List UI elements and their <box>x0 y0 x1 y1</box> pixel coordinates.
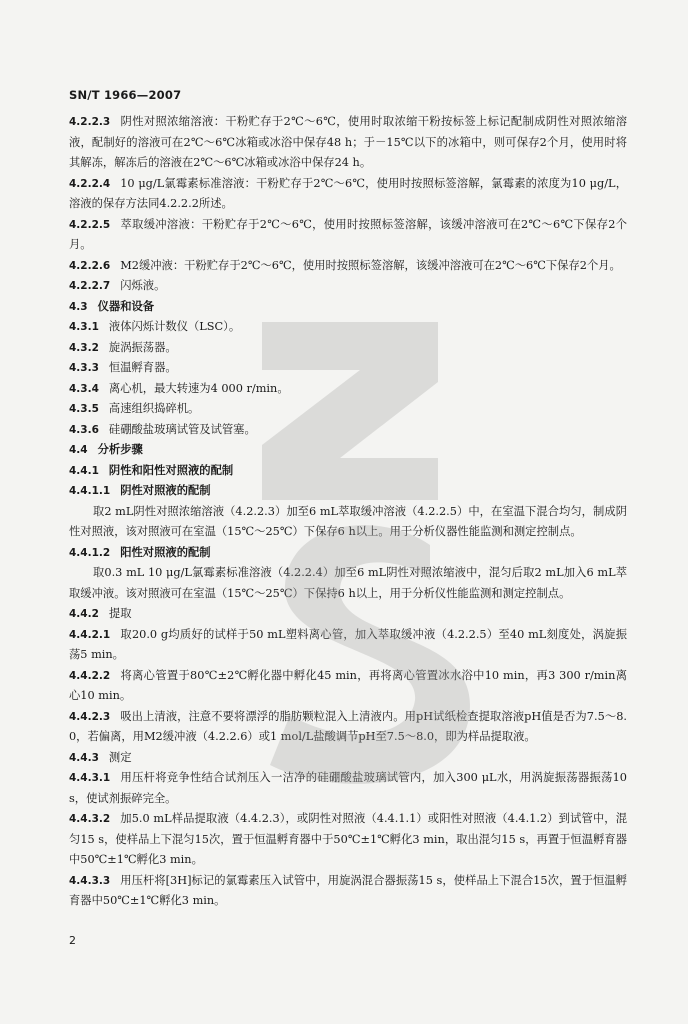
clause-text: 萃取缓冲溶液：干粉贮存于2℃～6℃，使用时按照标签溶解，该缓冲溶液可在2℃～6℃下保存2个月。 <box>69 217 627 251</box>
clause-text: 阳性对照液的配制 <box>120 545 211 559</box>
clause-4-4-3-3 <box>69 871 627 912</box>
clause-number: 4.4.2.2 <box>69 669 111 682</box>
standard-header: SN/T 1966—2007 <box>69 88 182 102</box>
clause-text: M2缓冲液：干粉贮存于2℃～6℃，使用时按照标签溶解，该缓冲溶液可在2℃～6℃下保存2个月。 <box>120 258 621 272</box>
clause-text: 取2 mL阴性对照浓缩溶液（4.2.2.3）加至6 mL萃取缓冲溶液（4.2.2.5）中，在室温下混合均匀，制成阴性对照液，该对照液可在室温（15℃～25℃）下保存6 h以上。用于分析仪器性能监测和测定控制点。 <box>69 504 627 538</box>
clause-number: 4.2.2.7 <box>69 280 111 292</box>
clause-4-4-3 <box>69 748 627 769</box>
clause-text: 10 μg/L氯霉素标准溶液：干粉贮存于2℃～6℃，使用时按照标签溶解，氯霉素的浓度为10 μg/L，溶液的保存方法同4.2.2.2所述。 <box>69 176 627 210</box>
clause-number: 4.3.4 <box>69 382 99 395</box>
clause-4-4-3-2 <box>69 809 627 871</box>
clause-text: 取0.3 mL 10 μg/L氯霉素标准溶液（4.2.2.4）加至6 mL阴性对照浓缩液中，混匀后取2 mL加入6 mL萃取缓冲液。该对照液可在室温（15℃～25℃）下保持6 h以上，用于分析仪性能监测和测定控制点。 <box>69 566 627 600</box>
clause-4-4-2-3 <box>69 707 627 748</box>
clause-text: 吸出上清液，注意不要将漂浮的脂肪颗粒混入上清液内。用pH试纸检查提取溶液pH值是否为7.5～8.0，若偏离，用M2缓冲液（4.2.2.6）或1 mol/L盐酸调节pH至7.5～8.0，即为样品提取液。 <box>69 709 627 743</box>
clause-text: 分析步骤 <box>97 443 143 456</box>
clause-4-2-2-5 <box>69 215 627 256</box>
clause-text: 硅硼酸盐玻璃试管及试管塞。 <box>108 422 256 436</box>
clause-number: 4.2.2.5 <box>69 218 111 231</box>
clause-4-4-2-1 <box>69 625 627 666</box>
clause-text: 液体闪烁计数仪（LSC）。 <box>108 320 241 333</box>
clause-text: 测定 <box>108 750 132 764</box>
clause-text: 恒温孵育器。 <box>108 361 177 374</box>
clause-4-2-2-4 <box>69 174 627 215</box>
clause-4-4-2-2 <box>69 666 627 707</box>
clause-4-2-2-7 <box>69 276 627 297</box>
clause-4-4-1-1 <box>69 481 627 502</box>
clause-text: 用压杆将[3H]标记的氯霉素压入试管中，用旋涡混合器振荡15 s，使样品上下混合15次，置于恒温孵育器中50℃±1℃孵化3 min。 <box>69 873 627 907</box>
clause-number: 4.3.3 <box>69 362 99 374</box>
clause-4-3 <box>69 297 627 318</box>
clause-text: 取20.0 g均质好的试样于50 mL塑料离心管，加入萃取缓冲液（4.2.2.5）至40 mL刻度处，涡旋振荡5 min。 <box>69 627 627 661</box>
clause-4-4-1 <box>69 461 627 482</box>
clause-4-3-2 <box>69 338 627 359</box>
clause-number: 4.4.3.2 <box>69 813 111 825</box>
clause-4-2-2-6 <box>69 256 627 277</box>
clause-text: 用压杆将竞争性结合试剂压入一洁净的硅硼酸盐玻璃试管内，加入300 μL水，用涡旋振荡器振荡10 s，使试剂振碎完全。 <box>69 771 627 805</box>
clause-4-3-3 <box>69 358 627 379</box>
clause-text: 离心机，最大转速为4 000 r/min。 <box>108 381 289 395</box>
clause-number: 4.4.3.1 <box>69 772 111 784</box>
clause-number: 4.3.6 <box>69 423 99 436</box>
clause-number: 4.3.5 <box>69 403 99 415</box>
clause-4-3-6 <box>69 420 627 441</box>
clause-text: 阴性对照浓缩溶液：干粉贮存于2℃～6℃，使用时取浓缩干粉按标签上标记配制成阴性对照浓缩溶液，配制好的溶液可在2℃～6℃冰箱或冰浴中保存48 h；于－15℃以下的冰箱中，则可保存2个月，使用时将其解冻，解冻后的溶液在2℃～6℃冰箱或冰浴中保存24 h。 <box>69 115 627 169</box>
clause-number: 4.3.1 <box>69 321 99 333</box>
clause-text: 提取 <box>108 607 132 620</box>
clause-number: 4.2.2.6 <box>69 259 111 272</box>
clause-text: 旋涡振荡器。 <box>108 340 177 354</box>
clause-4-3-1 <box>69 317 627 338</box>
clause-number: 4.4.1.2 <box>69 546 111 559</box>
clause-number: 4.2.2.3 <box>69 116 111 128</box>
clause-text: 高速组织捣碎机。 <box>108 402 200 415</box>
clause-number: 4.4.1 <box>69 464 99 477</box>
paragraph-15 <box>69 502 627 543</box>
clause-text: 阴性对照液的配制 <box>120 484 211 497</box>
clause-number: 4.4.3.3 <box>69 874 111 887</box>
paragraph-17 <box>69 563 627 604</box>
page-number: 2 <box>69 934 76 947</box>
clause-4-4 <box>69 440 627 461</box>
clause-4-4-3-1 <box>69 768 627 809</box>
clause-4-4-1-2 <box>69 543 627 564</box>
clause-text: 将离心管置于80℃±2℃孵化器中孵化45 min，再将离心管置冰水浴中10 min，再3 300 r/min离心10 min。 <box>69 668 627 702</box>
clause-4-4-2 <box>69 604 627 625</box>
clause-4-3-5 <box>69 399 627 420</box>
clause-number: 4.4.1.1 <box>69 485 111 497</box>
clause-number: 4.4.2 <box>69 608 99 620</box>
clause-4-3-4 <box>69 379 627 400</box>
document-body <box>69 112 627 912</box>
clause-number: 4.3 <box>69 300 88 313</box>
clause-text: 阴性和阳性对照液的配制 <box>108 463 234 477</box>
clause-number: 4.4 <box>69 444 88 456</box>
clause-text: 加5.0 mL样品提取液（4.4.2.3），或阴性对照液（4.4.1.1）或阳性对照液（4.4.1.2）到试管中，混匀15 s，使样品上下混匀15次，置于恒温孵育器中于50℃±1℃孵化3 min，取出混匀15 s，再置于恒温孵育器中50℃±1℃孵化3 min。 <box>69 812 627 866</box>
clause-4-2-2-3 <box>69 112 627 174</box>
clause-number: 4.4.2.1 <box>69 628 111 641</box>
clause-number: 4.4.2.3 <box>69 710 111 723</box>
clause-text: 闪烁液。 <box>120 279 166 292</box>
clause-number: 4.4.3 <box>69 751 99 764</box>
clause-text: 仪器和设备 <box>97 299 155 313</box>
clause-number: 4.2.2.4 <box>69 177 111 190</box>
clause-number: 4.3.2 <box>69 341 99 354</box>
